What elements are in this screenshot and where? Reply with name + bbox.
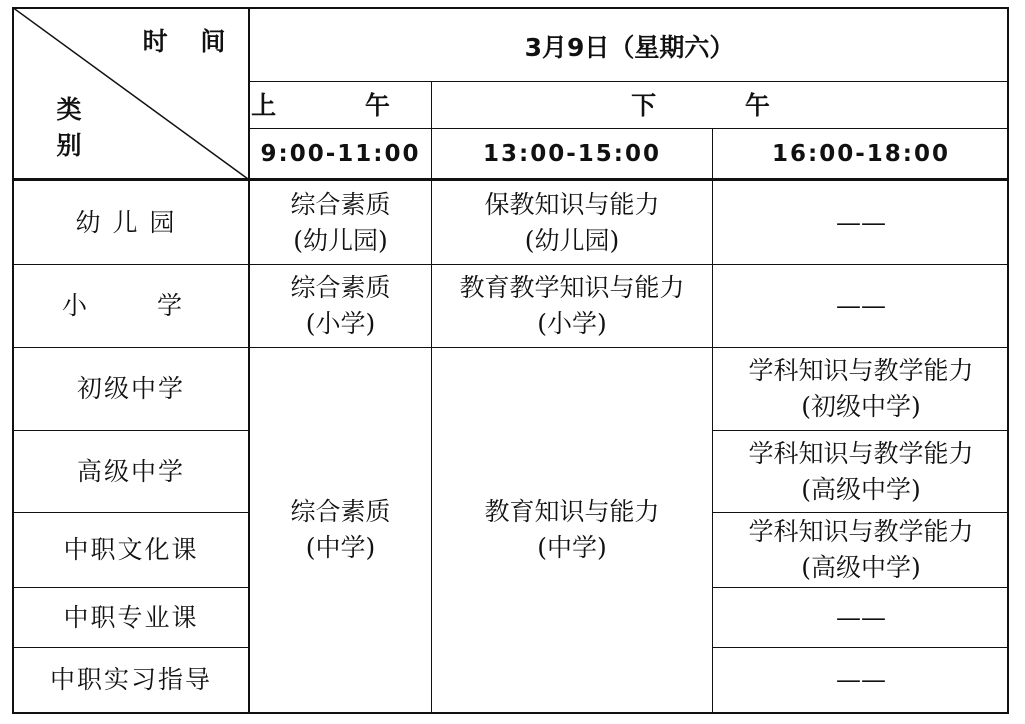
category-kindergarten: 幼儿园	[75, 207, 187, 237]
time-label: 时 间	[142, 27, 238, 56]
exam-subject: 保教知识与能力	[484, 189, 660, 219]
exam-subject: 综合素质	[290, 497, 391, 526]
category-junior: 初级中学	[76, 374, 185, 403]
afternoon-label: 下 午	[631, 90, 810, 120]
exam-cell	[713, 431, 1009, 512]
morning-label: 上 午	[251, 90, 430, 120]
exam-cell-merged	[432, 348, 712, 712]
category-vocational-culture: 中职文化课	[63, 535, 199, 564]
category-vocational-practice: 中职实习指导	[49, 665, 212, 694]
exam-cell	[432, 181, 712, 264]
exam-cell	[713, 513, 1009, 587]
exam-subject: 学科知识与教学能力	[748, 356, 974, 385]
exam-level: (幼儿园)	[524, 225, 620, 255]
exam-subject: 综合素质	[290, 273, 391, 302]
slot-morning: 9:00-11:00	[260, 141, 421, 167]
category-primary: 小 学	[62, 291, 200, 320]
exam-cell	[432, 265, 712, 347]
divider	[248, 128, 1009, 129]
exam-level: (初级中学)	[801, 392, 921, 421]
exam-cell	[250, 265, 431, 347]
exam-level: (中学)	[537, 533, 607, 562]
exam-subject: 教育教学知识与能力	[459, 273, 685, 302]
category-label: 类 别	[56, 95, 94, 160]
exam-cell-merged	[250, 348, 431, 712]
exam-level: (高级中学)	[801, 474, 921, 504]
exam-subject: 教育知识与能力	[484, 497, 660, 526]
slot-afternoon-1: 13:00-15:00	[483, 141, 661, 167]
category-senior: 高级中学	[76, 456, 185, 486]
exam-level: (小学)	[305, 309, 376, 338]
exam-level: (幼儿园)	[293, 225, 388, 255]
date-label: 3月9日（星期六）	[524, 33, 735, 62]
exam-cell	[713, 348, 1009, 430]
exam-cell	[250, 181, 431, 264]
exam-cell-empty: ——	[836, 291, 886, 320]
exam-cell-empty: ——	[836, 602, 886, 632]
divider	[248, 81, 1009, 82]
exam-subject: 学科知识与教学能力	[748, 517, 974, 546]
exam-cell-empty: ——	[836, 207, 886, 237]
exam-level: (高级中学)	[801, 553, 921, 582]
slot-afternoon-2: 16:00-18:00	[772, 141, 950, 167]
exam-cell-empty: ——	[836, 665, 886, 694]
category-vocational-major: 中职专业课	[63, 602, 199, 632]
exam-subject: 学科知识与教学能力	[748, 438, 974, 468]
exam-subject: 综合素质	[290, 189, 391, 219]
exam-level: (中学)	[305, 533, 376, 562]
exam-level: (小学)	[537, 309, 607, 338]
